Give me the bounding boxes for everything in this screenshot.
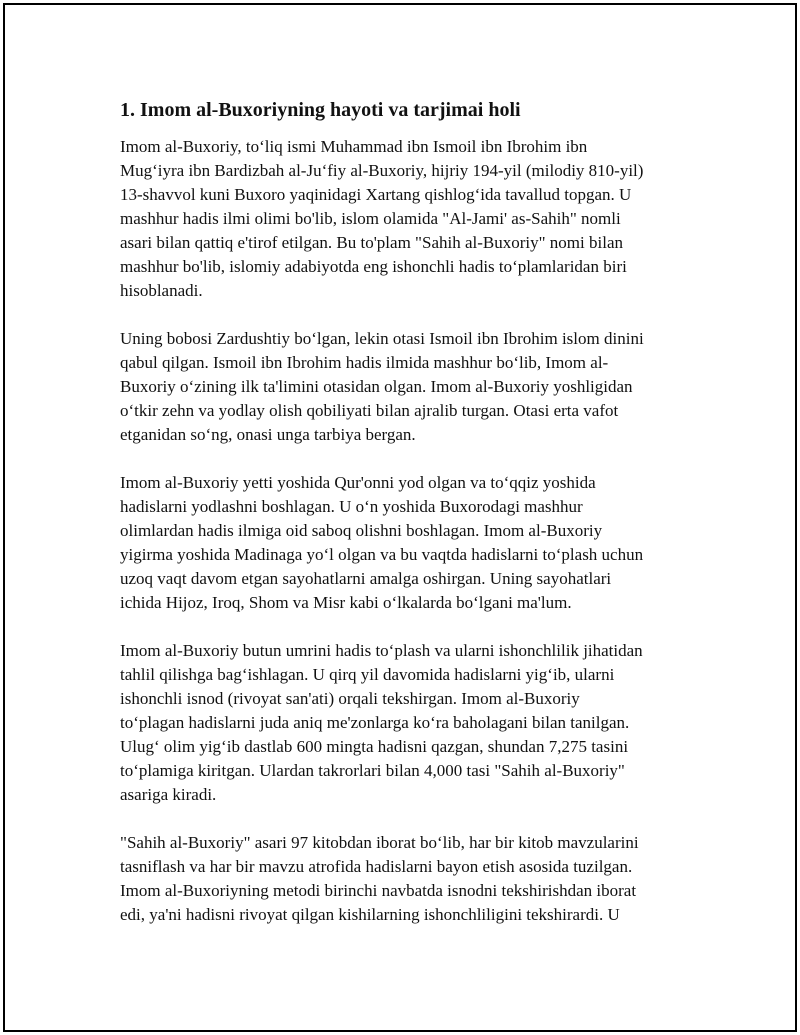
text-line: tahlil qilishga bag‘ishlagan. U qirq yil davomida hadislarni yig‘ib, ularni: [120, 665, 615, 684]
text-line: Imom al-Buxoriyning metodi birinchi navbatda isnodni tekshirishdan iborat: [120, 881, 637, 900]
text-line: qabul qilgan. Ismoil ibn Ibrohim hadis ilmida mashhur bo‘lib, Imom al-: [120, 353, 609, 372]
text-line: hisoblanadi.: [120, 281, 203, 300]
text-line: tasniflash va har bir mavzu atrofida hadislarni bayon etish asosida tuzilgan.: [120, 857, 633, 876]
document-body: [120, 97, 700, 951]
text-line: Imom al-Buxoriy, to‘liq ismi Muhammad ibn Ismoil ibn Ibrohim ibn: [120, 137, 588, 156]
text-line: uzoq vaqt davom etgan sayohatlarni amalga oshirgan. Uning sayohatlari: [120, 569, 612, 588]
section-heading: 1. Imom al-Buxoriyning hayoti va tarjimai holi: [120, 99, 521, 121]
text-line: to‘plagan hadislarni juda aniq me'zonlarga ko‘ra baholagani bilan tanilgan.: [120, 713, 630, 732]
text-line: Ulug‘ olim yig‘ib dastlab 600 mingta hadisni qazgan, shundan 7,275 tasini: [120, 737, 629, 756]
text-line: yigirma yoshida Madinaga yo‘l olgan va bu vaqtda hadislarni to‘plash uchun: [120, 545, 644, 564]
text-line: Mug‘iyra ibn Bardizbah al-Ju‘fiy al-Buxoriy, hijriy 194-yil (milodiy 810-yil): [120, 161, 644, 180]
text-line: Imom al-Buxoriy yetti yoshida Qur'onni yod olgan va to‘qqiz yoshida: [120, 473, 596, 492]
text-line: edi, ya'ni hadisni rivoyat qilgan kishilarning ishonchliligini tekshirardi. U: [120, 905, 620, 924]
page-frame: [3, 3, 797, 1032]
text-line: 13-shavvol kuni Buxoro yaqinidagi Xartang qishlog‘ida tavallud topgan. U: [120, 185, 632, 204]
text-line: asari bilan qattiq e'tirof etilgan. Bu to'plam "Sahih al-Buxoriy" nomi bilan: [120, 233, 623, 252]
text-line: ishonchli isnod (rivoyat san'ati) orqali tekshirgan. Imom al-Buxoriy: [120, 689, 580, 708]
text-line: hadislarni yodlashni boshlagan. U o‘n yoshida Buxorodagi mashhur: [120, 497, 583, 516]
text-line: Buxoriy o‘zining ilk ta'limini otasidan olgan. Imom al-Buxoriy yoshligidan: [120, 377, 633, 396]
paragraph-1: [120, 135, 700, 303]
text-line: mashhur bo'lib, islomiy adabiyotda eng ishonchli hadis to‘plamlaridan biri: [120, 257, 627, 276]
text-line: mashhur hadis ilmi olimi bo'lib, islom olamida "Al-Jami' as-Sahih" nomli: [120, 209, 621, 228]
paragraph-2: [120, 327, 700, 447]
paragraph-3: [120, 471, 700, 615]
text-line: olimlardan hadis ilmiga oid saboq olishni boshlagan. Imom al-Buxoriy: [120, 521, 603, 540]
text-line: etganidan so‘ng, onasi unga tarbiya bergan.: [120, 425, 416, 444]
text-line: to‘plamiga kiritgan. Ulardan takrorlari bilan 4,000 tasi "Sahih al-Buxoriy": [120, 761, 625, 780]
paragraph-4: [120, 639, 700, 807]
paragraph-5: [120, 831, 700, 927]
text-line: "Sahih al-Buxoriy" asari 97 kitobdan iborat bo‘lib, har bir kitob mavzularini: [120, 833, 639, 852]
text-line: asariga kiradi.: [120, 785, 217, 804]
text-line: Uning bobosi Zardushtiy bo‘lgan, lekin otasi Ismoil ibn Ibrohim islom dinini: [120, 329, 644, 348]
text-line: Imom al-Buxoriy butun umrini hadis to‘plash va ularni ishonchlilik jihatidan: [120, 641, 643, 660]
text-line: o‘tkir zehn va yodlay olish qobiliyati bilan ajralib turgan. Otasi erta vafot: [120, 401, 619, 420]
text-line: ichida Hijoz, Iroq, Shom va Misr kabi o‘lkalarda bo‘lgani ma'lum.: [120, 593, 572, 612]
paragraphs-container: [120, 135, 700, 927]
